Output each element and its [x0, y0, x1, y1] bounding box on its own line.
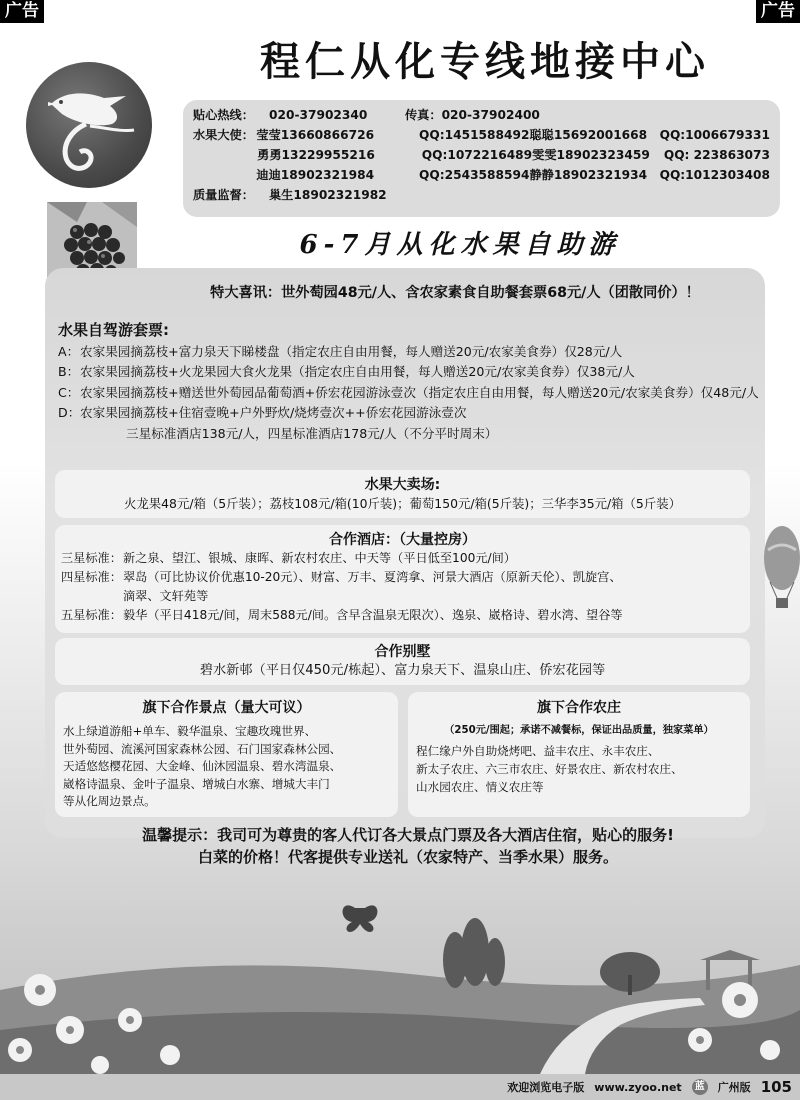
list-item [58, 403, 763, 424]
ambassador-label: 水果大使： [193, 128, 254, 142]
ad-tag-right: 广告 [756, 0, 800, 23]
item-text: 农家果园摘荔枝+富力泉天下睇楼盘（指定农庄自由用餐，每人赠送20元/农家美食券）仅28元/人 [80, 343, 623, 359]
farm-line: 新太子农庄、六三市农庄、好景农庄、新农村农庄、 [416, 762, 683, 776]
ambassador-qq: QQ:2543588594 [419, 168, 530, 182]
ambassador-name: 勇勇13229955216 [257, 148, 375, 162]
scenic-line: 等从化周边景点。 [63, 794, 156, 808]
hotel-row [61, 587, 744, 606]
hotel-row [61, 568, 744, 587]
item-text: 农家果园摘荔枝+住宿壹晚+户外野炊/烧烤壹次++侨宏花园游泳壹次 [80, 405, 467, 420]
supervisor-label: 质量监督： [193, 188, 254, 202]
list-item [58, 383, 763, 404]
hotel-row-text: 毅华（平日418元/间，周末588元/间。含早含温泉无限次）、逸泉、崴格诗、碧水湾、望谷等 [123, 608, 623, 622]
bird-logo [26, 62, 152, 188]
hotels-box [55, 525, 750, 633]
farms-box [408, 692, 750, 817]
supervisor-contact: 巢生18902321982 [269, 188, 387, 202]
bird-icon [26, 62, 152, 188]
villas-text: 碧水新邨（平日仅450元/栋起）、富力泉天下、温泉山庄、侨宏花园等 [199, 663, 606, 678]
footer-edition: 广州版 [717, 1081, 751, 1094]
ambassador-name: 迪迪18902321984 [256, 168, 375, 182]
list-item [58, 362, 763, 383]
ad-tag-left: 广告 [0, 0, 44, 23]
fruit-sale-text: 火龙果48元/箱（5斤装）；荔枝108元/箱(10斤装)；葡萄150元/箱(5斤装)；三华李35元/箱（5斤装） [124, 496, 681, 511]
item-text: 农家果园摘荔枝+火龙果园大食火龙果（指定农庄自由用餐，每人赠送20元/农家美食券）仅38元/人 [80, 364, 635, 379]
item-key: C： [58, 384, 80, 400]
ambassador-qq: QQ: 223863073 [663, 148, 770, 162]
hotel-row-label [61, 587, 123, 606]
hotel-row [61, 606, 744, 625]
ambassador-name: 雯雯18902323459 [532, 148, 650, 162]
farms-title: 旗下合作农庄 [537, 700, 621, 716]
item-key: A： [58, 343, 80, 359]
scenic-box [55, 692, 398, 817]
farm-line: 程仁缘户外自助烧烤吧、益丰农庄、永丰农庄、 [416, 744, 660, 758]
fruit-tour-title: 水果自驾游套票: [58, 321, 169, 339]
ambassador-qq: QQ:1451588492 [419, 128, 530, 142]
fruit-sale-title: 水果大卖场: [364, 477, 441, 493]
ambassador-name: 聪聪15692001668 [529, 128, 648, 142]
farms-subtitle: （250元/围起；承诺不减餐标，保证出品质量，独家菜单） [444, 725, 714, 736]
contact-box [183, 100, 780, 217]
notice-line-2: 白菜的价格！代客提供专业送礼（农家特产、当季水果）服务。 [197, 848, 618, 866]
notice-line-1: 温馨提示：我司可为尊贵的客人代订各大景点门票及各大酒店住宿，贴心的服务! [142, 826, 674, 844]
scenic-line: 世外萄园、流溪河国家森林公园、石门国家森林公园、 [63, 741, 342, 756]
fruit-tour-section [58, 320, 763, 444]
footer-bar [0, 1074, 800, 1100]
ambassador-qq: QQ:1006679331 [659, 128, 770, 142]
hotel-row-label: 三星标准： [61, 551, 122, 565]
fax-number: 020-37902400 [441, 108, 540, 122]
promo-banner: 特大喜讯：世外萄园48元/人、含农家素食自助餐套票68元/人（团散同价）！ [210, 285, 700, 301]
footer-browse: 欢迎浏览电子版 [507, 1081, 585, 1094]
hotel-price-line: 三星标准酒店138元/人，四星标准酒店178元/人（不分平时周末） [126, 425, 498, 441]
fruit-sale-box [55, 470, 750, 518]
scenic-title: 旗下合作景点（量大可议） [142, 700, 311, 716]
hotel-row-label: 四星标准： [61, 570, 122, 584]
hotel-row [61, 549, 744, 568]
item-key: D： [58, 405, 81, 420]
hotline-label: 贴心热线： [193, 108, 254, 122]
hotel-row-text: 新之泉、望江、银城、康晖、新农村农庄、中天等（平日低至100元/间） [123, 551, 516, 565]
fax-label: 传真： [405, 108, 442, 122]
notice [48, 824, 768, 868]
item-key: B： [58, 364, 80, 379]
hotels-title: 合作酒店：（大量控房） [329, 532, 476, 548]
hotel-row-text: 翠岛（可比协议价优惠10-20元）、财富、万丰、夏湾拿、河景大酒店（原新天伦）、凯旋宫、 [123, 570, 622, 584]
villas-box [55, 638, 750, 685]
ambassador-qq: QQ:1012303408 [659, 168, 770, 182]
page-title: 程仁从化专线地接中心 [260, 39, 710, 85]
page-number: 105 [760, 1078, 792, 1096]
ambassador-name: 静静18902321934 [529, 168, 648, 182]
scenic-line: 天适悠悠樱花园、大金峰、仙沐园温泉、碧水湾温泉、 [63, 759, 342, 773]
villas-title: 合作别墅 [374, 644, 431, 660]
scenic-line: 水上绿道游船+单车、毅华温泉、宝趣玫瑰世界、 [63, 724, 317, 738]
ambassador-name: 莹莹13660866726 [256, 128, 375, 142]
hotel-row-text: 滴翠、文轩苑等 [123, 589, 209, 603]
list-item [58, 342, 763, 363]
hotel-row-label: 五星标准： [61, 608, 122, 622]
ambassador-qq: QQ:1072216489 [421, 148, 533, 162]
footer-url[interactable]: www.zyoo.net [594, 1080, 682, 1094]
item-text: 农家果园摘荔枝+赠送世外萄园品葡萄酒+侨宏花园游泳壹次（指定农庄自由用餐，每人赠送20元/农家美食券）仅48元/人 [80, 384, 759, 400]
edition-badge-icon: 蓝 [692, 1079, 708, 1095]
subtitle: 6-7月从化水果自助游 [299, 230, 621, 260]
balloon-icon [760, 520, 800, 620]
hotline-number: 020-37902340 [269, 108, 368, 122]
scenic-line: 崴格诗温泉、金叶子温泉、增城白水寨、增城大丰门 [63, 776, 330, 791]
butterfly-icon [343, 905, 378, 932]
farm-line: 山水园农庄、情义农庄等 [416, 780, 544, 794]
landscape-scene [0, 880, 800, 1074]
